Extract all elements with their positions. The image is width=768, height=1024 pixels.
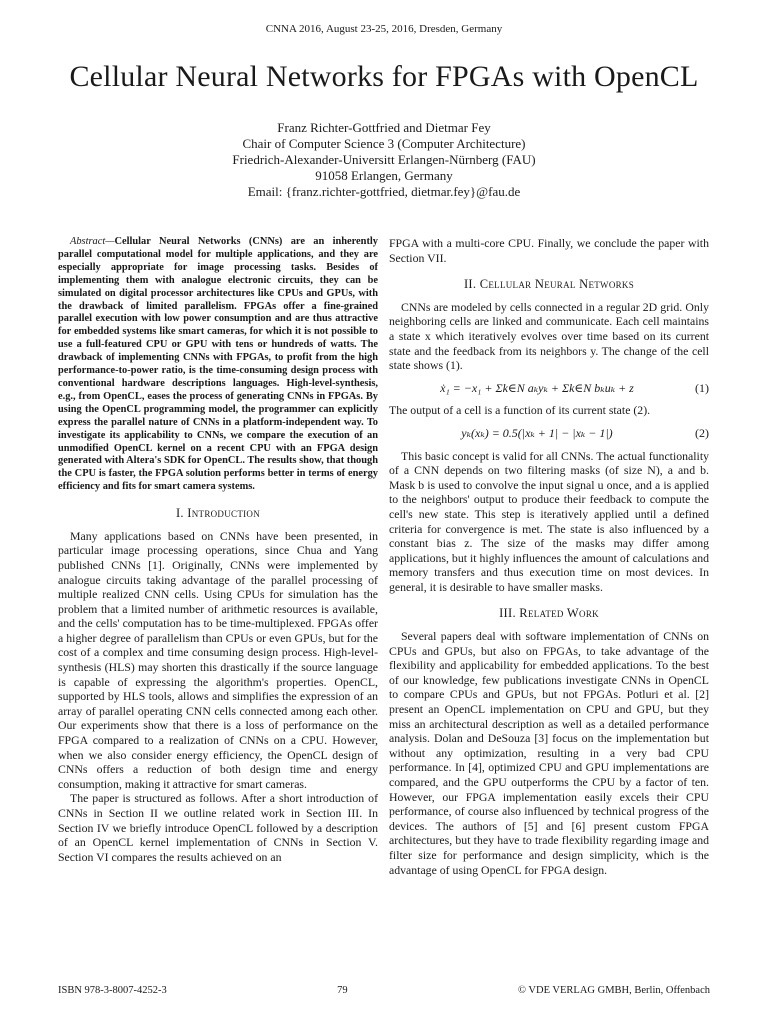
equation-2 <box>389 426 709 441</box>
affiliation-university: Friedrich-Alexander-Universitt Erlangen-Nürnberg (FAU) <box>232 152 536 167</box>
author-names: Franz Richter-Gottfried and Dietmar Fey <box>277 120 491 135</box>
equation-1 <box>389 381 709 396</box>
section-heading-related-work: III. Related Work <box>499 606 599 621</box>
affiliation-address: 91058 Erlangen, Germany <box>315 168 453 183</box>
footer-publisher: © VDE VERLAG GMBH, Berlin, Offenbach <box>517 985 710 996</box>
equation-2-body: yₖ(xₖ) = 0.5(|xₖ + 1| − |xₖ − 1|) <box>461 425 613 440</box>
equation-1-number: (1) <box>695 380 709 395</box>
right-column <box>389 236 709 877</box>
conference-header: CNNA 2016, August 23-25, 2016, Dresden, Germany <box>265 23 503 35</box>
intro-paragraph-1: Many applications based on CNNs have been presented, in particular image processing operations, since Chua and Yang published CNNs [1]. Originally, CNNs were implemented by analogue circuits taking advantage of the parallel processing of multiple realized CNN cells. Using CPUs for simulation has the problem that a limited number of arithmetic resources is available, and the cells' computation has to be time-multiplexed. FPGAs offer a higher degree of parallelism than CPUs or even GPUs, but for the cost of a complex and time consuming design process. High-level-synthesis (HLS) may shorten this drastically if the source language is capable of expressing the algorithm's properties. OpenCL, supported by HLS tools, allows and simplifies the expression of an array of parallel operating CNN cells connected among each other. Our experiments show that there is a loss of performance on the FPGA compared to a realization of CNNs on a CPU. However, when we also consider energy efficiency, the OpenCL design of CNNs offers a reduction of both design time and energy consumption, making it attractive for smart cameras. <box>58 528 378 791</box>
cnn-paragraph-2: The output of a cell is a function of its current state (2). <box>389 403 651 418</box>
author-email: Email: {franz.richter-gottfried, dietmar.fey}@fau.de <box>247 184 521 199</box>
intro-paragraph-2: The paper is structured as follows. After a short introduction of CNNs in Section II we outline related work in Section III. In Section IV we briefly introduce OpenCL followed by a description of an OpenCL kernel implementation of CNNs in Section V. Section VI compares the results achieved on an <box>58 791 378 864</box>
cnn-paragraph-1: CNNs are modeled by cells connected in a regular 2D grid. Only neighboring cells are linked and communicate. Each cell maintains a state x which iteratively evolves over time based on its current state and the feedback from its neighbors y. The change of the cell state shows (1). <box>389 299 709 373</box>
cnn-paragraph-3: This basic concept is valid for all CNNs. The actual functionality of a CNN depends on two filtering masks (of size N), a and b. Mask b is used to convolve the input signal u once, and a is applied to the neighbors' output to produce their feedback to compute the cell's new state. This step is iteratively applied until a defined criteria for convergence is met. The state is also influenced by a constant bias z. The size of the masks may differ among applications, but it highly influences the amount of calculations and memory transfers and thus execution time on most devices. In general, it is desirable to have smaller masks. <box>389 448 709 594</box>
equation-1-body: ẋ₁ = −x₁ + Σk∈N aₖyₖ + Σk∈N bₖuₖ + z <box>440 380 634 395</box>
author-block <box>0 120 768 200</box>
page-footer <box>58 985 710 996</box>
intro-paragraph-2-continued: FPGA with a multi-core CPU. Finally, we conclude the paper with Section VII. <box>389 236 709 265</box>
abstract-lead: Abstract— <box>70 236 115 247</box>
abstract-text: Cellular Neural Networks (CNNs) are an inherently parallel computational model for multiple applications, and they are especially appropriate for image processing tasks. Besides of implementing them with analogue electronic circuits, they can be simulated on digital processor architectures like CPUs and GPUs, with the drawback of limited parallelism. FPGAs offer a fine-grained parallel execution with low power consumption and are thus attractive for embedded systems like smart cameras, for which it is not possible to use a full-featured CPU or GPU with tens or hundreds of watts. The drawback of implementing CNNs with FPGAs, to profit from the high performance-to-power ratio, is the time-consuming design process with conventional hardware descriptions languages. High-level-synthesis, e.g., from OpenCL, eases the process of generating CNNs in FPGAs. By using the OpenCL programming model, the programmer can explicitly express the parallel nature of CNNs in a platform-independent way. To investigate its applicability to CNNs, we compare the execution of an unmodified OpenCL kernel on a recent CPU with an FPGA design generated with Altera's SDK for OpenCL. The results show, that though the CPU is faster, the FPGA solution performs better in terms of energy efficiency and fits for smart camera systems. <box>58 236 378 493</box>
affiliation-chair: Chair of Computer Science 3 (Computer Architecture) <box>242 136 526 151</box>
section-heading-cnn: II. Cellular Neural Networks <box>463 277 635 292</box>
left-column <box>58 236 378 864</box>
equation-2-number: (2) <box>695 425 709 440</box>
section-heading-introduction: I. Introduction <box>175 506 261 521</box>
related-paragraph-1: Several papers deal with software implementation of CNNs on CPUs and GPUs, but also on FPGAs, to take advantage of the flexibility and applicability for embedded applications. To the best of our knowledge, few publications investigate CNNs in OpenCL to compare CPUs and GPUs, but not FPGAs. Potluri et al. [2] present an OpenCL implementation on CPU and GPU, but they miss an architectural description as well as a detailed performance analysis. Dolan and DeSouza [3] focus on the implementation but without any optimization, resulting in a very bad CPU performance. In [4], optimized CPU and GPU implementations are compared, and the GPU outperforms the CPU by a factor of ten. However, our FPGA implementation easily excels their CPU performance, of course also influenced by technical progress of the devices. The authors of [5] and [6] present custom FPGA architectures, but they have to trade flexibility regarding image and filter size for performance and design simplicity, which is the advantage of using OpenCL for FPGA design. <box>389 629 709 877</box>
paper-title: Cellular Neural Networks for FPGAs with OpenCL <box>69 60 699 93</box>
footer-isbn: ISBN 978-3-8007-4252-3 <box>58 985 167 996</box>
abstract <box>58 236 378 494</box>
footer-page-number: 79 <box>337 985 348 996</box>
